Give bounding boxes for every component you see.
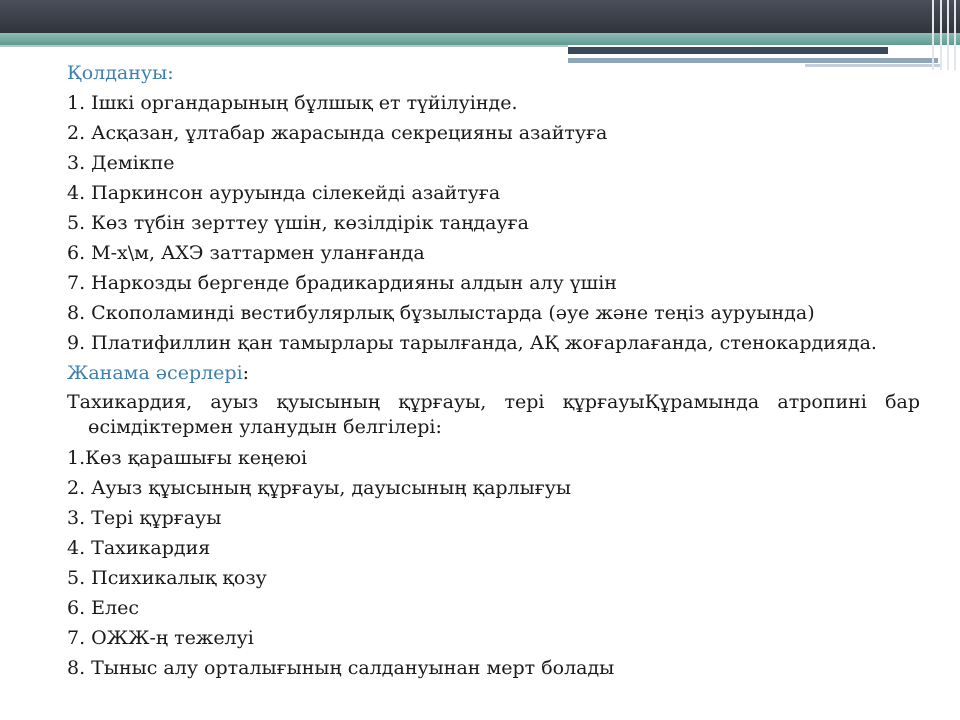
usage-item: 7. Наркозды бергенде брадикардияны алдын алу үшін bbox=[67, 272, 617, 294]
side-effects-heading bbox=[67, 358, 920, 388]
symptom-item: 8. Тыныс алу орталығының салдануынан мерт болады bbox=[67, 657, 615, 679]
usage-item: 4. Паркинсон ауруында сілекейді азайтуға bbox=[67, 182, 501, 204]
symptom-item: 1.Көз қарашығы кеңеюі bbox=[67, 447, 308, 469]
symptom-item: 7. ОЖЖ-ң тежелуі bbox=[67, 627, 254, 649]
header-accent-band bbox=[0, 33, 960, 45]
symptom-item: 3. Тері құрғауы bbox=[67, 507, 222, 529]
usage-item: 9. Платифиллин қан тамырлары тарылғанда, АҚ жоғарлағанда, стенокардияда. bbox=[67, 332, 877, 354]
side-effects-paragraph: Тахикардия, ауыз қуысының құрғауы, тері құрғауыҚұрамында атропині бар өсімдіктермен уланудын белгілері: bbox=[67, 391, 920, 438]
usage-heading: Қолдануы: bbox=[67, 62, 174, 84]
symptom-item: 6. Елес bbox=[67, 597, 139, 619]
usage-item: 1. Ішкі органдарының бұлшық ет түйілуінде. bbox=[67, 92, 518, 114]
usage-item: 5. Көз түбін зерттеу үшін, көзілдірік таңдауға bbox=[67, 212, 529, 234]
symptom-item: 4. Тахикардия bbox=[67, 537, 211, 559]
header-band bbox=[0, 0, 960, 33]
symptom-item: 2. Ауыз құысының құрғауы, дауысының қарлығуы bbox=[67, 477, 572, 499]
symptom-item: 5. Психикалық қозу bbox=[67, 567, 267, 589]
usage-item: 3. Демікпе bbox=[67, 152, 175, 174]
usage-item: 6. М-х\м, АХЭ заттармен уланғанда bbox=[67, 242, 425, 264]
usage-item: 2. Асқазан, ұлтабар жарасында секрецияны азайтуға bbox=[67, 122, 608, 144]
usage-item: 8. Скополаминді вестибулярлық бұзылыстарда (әуе және теңіз ауруында) bbox=[67, 302, 815, 324]
side-effects-heading-colon: : bbox=[242, 362, 250, 384]
header-rule bbox=[0, 45, 568, 47]
decorative-bar bbox=[568, 47, 888, 54]
decorative-edge-lines bbox=[926, 0, 960, 70]
slide-content bbox=[67, 58, 920, 683]
side-effects-heading-text: Жанама әсерлері bbox=[67, 362, 243, 384]
